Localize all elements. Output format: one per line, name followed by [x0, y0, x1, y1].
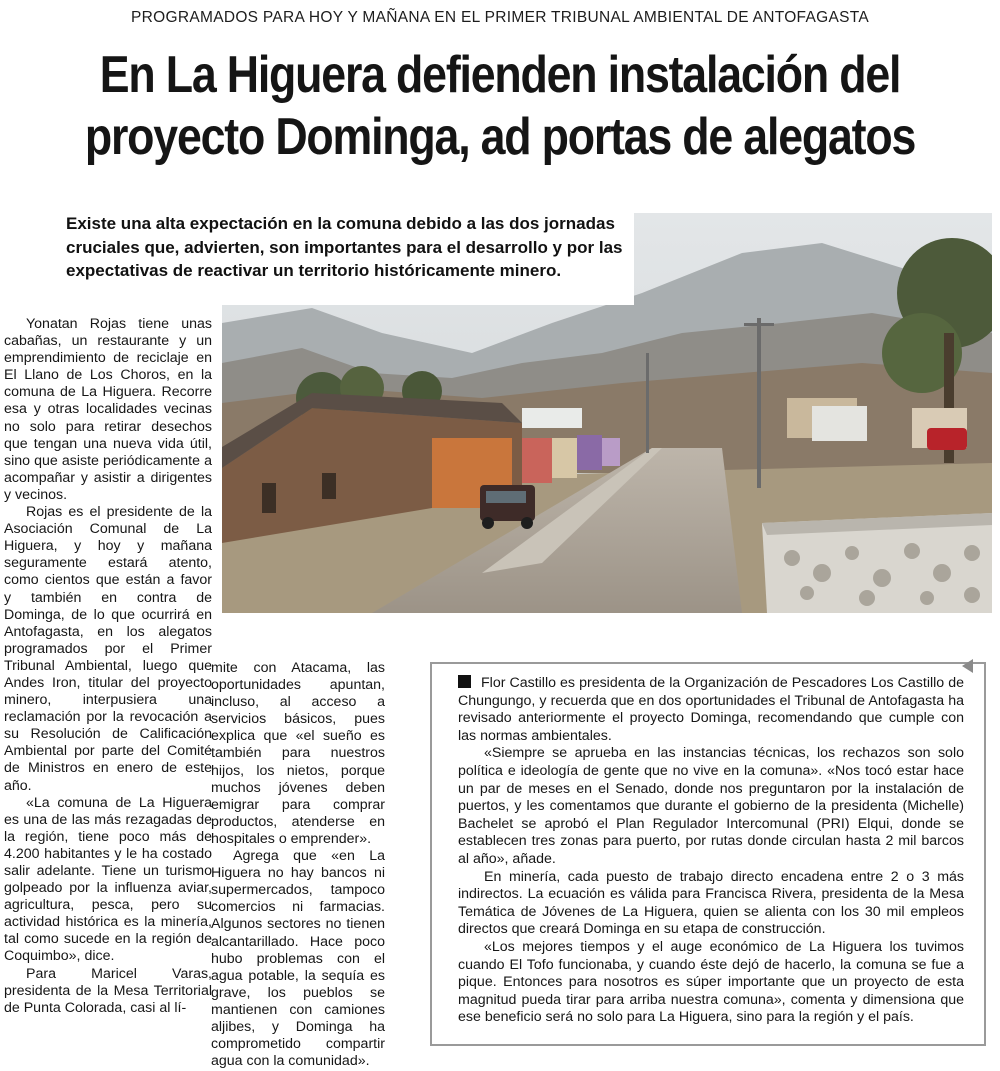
sidebar-text [458, 675, 964, 1027]
triangle-arrow-icon [962, 659, 973, 673]
sidebar-paragraph: En minería, cada puesto de trabajo directo encadena entre 2 o 3 más indirectos. La ecuación es válida para Francisca Rivera, presidenta de la Mesa Temática de Jóvenes de La Higuera, quien se alienta con los 30 mil empleos directos que creará Dominga en su etapa de construcción. [458, 868, 964, 938]
headline-line-1: En La Higuera defienden instalación del [99, 46, 901, 104]
kicker: PROGRAMADOS PARA HOY Y MAÑANA EN EL PRIMER TRIBUNAL AMBIENTAL DE ANTOFAGASTA [131, 9, 869, 26]
body-column-1 [4, 316, 212, 1017]
body-paragraph: Yonatan Rojas tiene unas cabañas, un restaurante y un emprendimiento de reciclaje en El Llano de Los Choros, en la comuna de La Higuera. Recorre esa y otras localidades vecinas no solo para retirar desechos que tengan una nueva vida útil, sino que asiste periódicamente a acompañar y asistir a dirigentes y vecinos. [4, 316, 212, 503]
square-bullet-icon [458, 675, 471, 688]
sidebar-paragraph: «Los mejores tiempos y el auge económico de La Higuera los tuvimos cuando El Tofo funcionaba, y cuando éste dejó de hacerlo, la comuna se fue a pique. Entonces para nosotros es súper importante que un proyecto de esta magnitud pueda tirar para arriba nuestra comuna», comenta y dimensiona que ese beneficio será no solo para La Higuera, sino para la región y el país. [458, 938, 964, 1026]
body-paragraph: Agrega que «en La Higuera no hay bancos ni supermercados, tampoco comercios ni farmacias. Algunos sectores no tienen alcantarillado. Hace poco hubo problemas con el agua potable, la sequía es grave, los pueblos se mantienen con camiones aljibes, y Dominga ha comprometido compartir agua con la comunidad». [211, 848, 385, 1070]
sidebar-paragraph [458, 675, 964, 745]
lead-paragraph: Existe una alta expectación en la comuna debido a las dos jornadas cruciales que, advierten, son importantes para el desarrollo y por las expectativas de reactivar un territorio históricamente minero. [66, 214, 623, 280]
body-paragraph: Rojas es el presidente de la Asociación Comunal de La Higuera, y hoy y mañana seguramente estará atento, como cientos que están a favor y también en contra de Dominga, de lo que ocurrirá en Antofagasta, en los alegatos programados por el Primer Tribunal Ambiental, luego que Andes Iron, titular del proyecto minero, interpusiera una reclamación por la revocación a su Resolución de Calificación Ambiental por parte del Comité de Ministros en enero de este año. [4, 504, 212, 794]
body-paragraph: mite con Atacama, las oportunidades apuntan, incluso, al acceso a servicios básicos, pues explica que «el sueño es también para nuestros hijos, los nietos, porque muchos jóvenes deben emigrar para comprar productos, atenderse en hospitales o emprender». [211, 660, 385, 847]
body-column-2 [211, 660, 385, 1070]
body-paragraph: Para Maricel Varas, presidenta de la Mesa Territorial de Punta Colorada, casi al lí- [4, 965, 212, 1016]
sidebar-paragraph-text: Flor Castillo es presidenta de la Organización de Pescadores Los Castillo de Chungungo, y recuerda que en dos oportunidades el Tribunal de Antofagasta ha revisado anteriormente el proyecto Dominga, recomendando que cumple con las normas ambientales. [458, 675, 964, 744]
headline [70, 44, 930, 168]
headline-line-2: proyecto Dominga, ad portas de alegatos [84, 108, 916, 166]
body-paragraph: «La comuna de La Higuera es una de las más rezagadas de la región, tiene poco más de 4.200 habitantes y le ha costado salir adelante. Tiene un turismo golpeado por la influenza aviar, agricultura, pesca, pero su actividad histórica es la minería, tal como sucede en la región de Coquimbo», dice. [4, 794, 212, 965]
sidebar-paragraph: «Siempre se aprueba en las instancias técnicas, los rechazos son solo política e ideología de gente que no vive en la comuna». «Nos tocó estar hace un par de meses en el Senado, donde nos preguntaron por la instalación de puertos, y les comentamos que durante el gobierno de la presidenta (Michelle) Bachelet se aprobó el Plan Regulador Intercomunal (PRI) Elqui, donde se establecen tres zonas para puerto, por rutas donde circulan hasta 2 mil barcos al año», añade. [458, 745, 964, 867]
